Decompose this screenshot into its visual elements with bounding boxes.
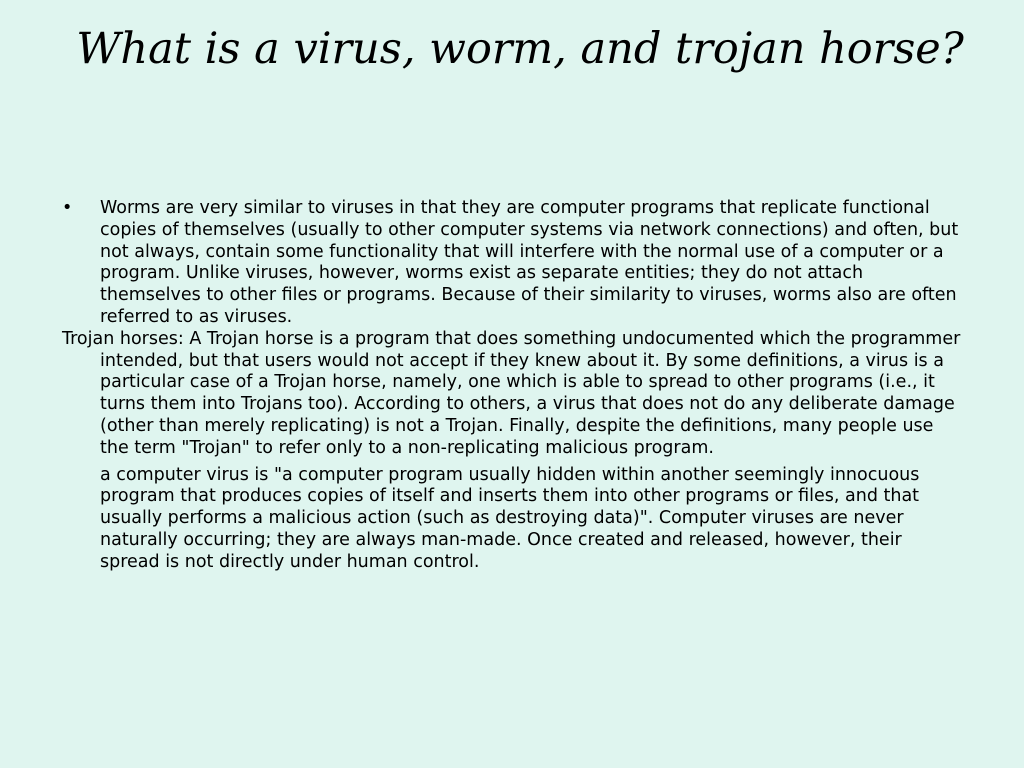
slide-body xyxy=(62,198,962,574)
paragraph-virus: a computer virus is "a computer program usually hidden within another seemingly innocuous program that produces copies of itself and inserts them into other programs or files, and that usually performs a malicious action (such as destroying data)". Computer viruses are never naturally occurring; they are always man-made. Once created and released, however, their spread is not directly under human control. xyxy=(100,464,920,572)
bullet-icon: • xyxy=(62,198,73,218)
slide-title: What is a virus, worm, and trojan horse? xyxy=(76,24,964,74)
paragraph-trojans: Trojan horses: A Trojan horse is a program that does something undocumented which the programmer intended, but that users would not accept if they knew about it. By some definitions, a virus is a particular case of a Trojan horse, namely, one which is able to spread to other programs (i.e., it turns them into Trojans too). According to others, a virus that does not do any deliberate damage (other than merely replicating) is not a Trojan. Finally, despite the definitions, many people use the term "Trojan" to refer only to a non-replicating malicious program. xyxy=(62,328,961,458)
paragraph-worms-text: Worms are very similar to viruses in that they are computer programs that replicate functional copies of themselves (usually to other computer systems via network connections) and often, but not always, contain some functionality that will interfere with the normal use of a computer or a program. Unlike viruses, however, worms exist as separate entities; they do not attach themselves to other files or programs. Because of their similarity to viruses, worms also are often referred to as viruses. xyxy=(100,198,959,327)
paragraph-worms xyxy=(62,198,962,329)
